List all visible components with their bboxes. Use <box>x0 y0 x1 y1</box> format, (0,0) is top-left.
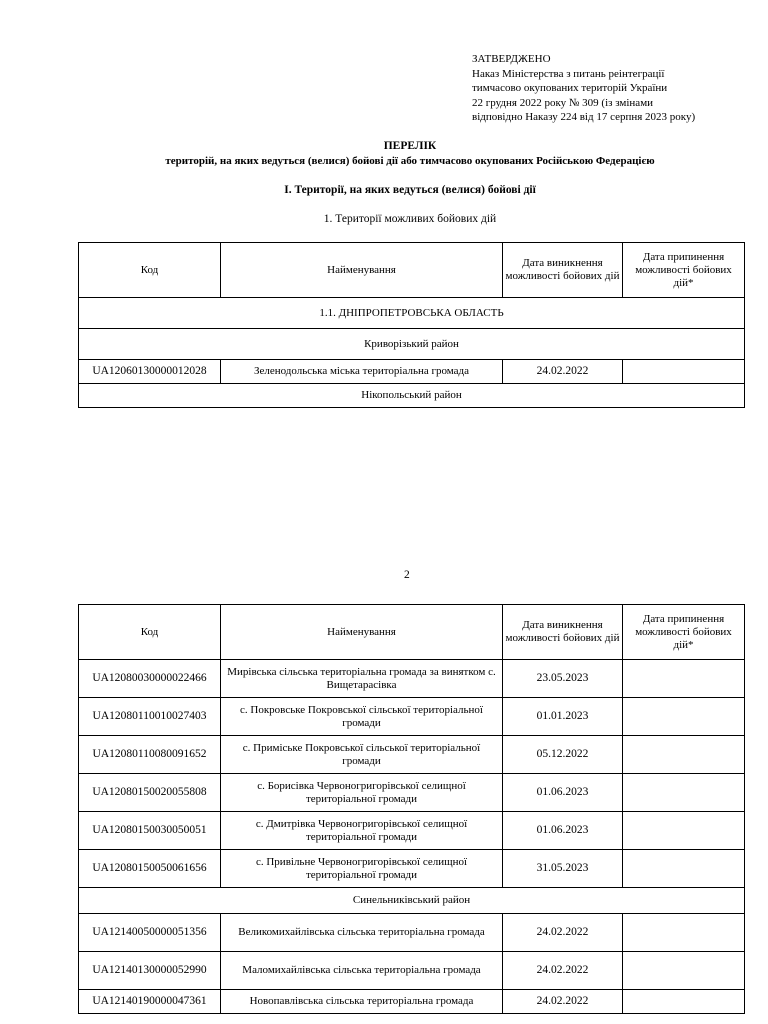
document-subtitle: територій, на яких ведуться (велися) бойові дії або тимчасово окупованих Російською Федерацією <box>165 155 655 167</box>
cell-end-date <box>623 774 745 812</box>
district-row <box>79 888 745 914</box>
cell-start-date: 01.06.2023 <box>503 774 623 812</box>
subsection-heading: 1. Території можливих бойових дій <box>323 213 497 225</box>
cell-code: UA12080150030050051 <box>79 812 221 850</box>
cell-end-date <box>623 952 745 990</box>
cell-start-date: 24.02.2022 <box>503 914 623 952</box>
cell-name: с. Покровське Покровської сільської територіальної громади <box>221 698 503 736</box>
cell-end-date <box>623 914 745 952</box>
table-row <box>79 952 745 990</box>
cell-code: UA12140190000047361 <box>79 990 221 1014</box>
cell-end-date <box>623 812 745 850</box>
approval-line: тимчасово окупованих територій України <box>472 82 668 94</box>
column-header-code: Код <box>79 605 221 660</box>
approval-line: відповідно Наказу 224 від 17 серпня 2023 року) <box>472 111 696 123</box>
cell-code: UA12080110010027403 <box>79 698 221 736</box>
table-row <box>79 360 745 384</box>
approval-line: ЗАТВЕРДЖЕНО <box>472 53 551 65</box>
cell-end-date <box>623 698 745 736</box>
cell-name: Великомихайлівська сільська територіальна громада <box>221 914 503 952</box>
cell-name: с. Борисівка Червоногригорівської селищної територіальної громади <box>221 774 503 812</box>
table-header-row <box>79 243 745 298</box>
territories-table-page-1 <box>78 242 745 408</box>
cell-end-date <box>623 736 745 774</box>
column-header-name: Найменування <box>221 605 503 660</box>
cell-name: Зеленодольська міська територіальна громада <box>221 360 503 384</box>
cell-code: UA12140050000051356 <box>79 914 221 952</box>
table-row <box>79 736 745 774</box>
cell-end-date <box>623 360 745 384</box>
cell-code: UA12060130000012028 <box>79 360 221 384</box>
cell-name: Маломихайлівська сільська територіальна громада <box>221 952 503 990</box>
column-header-name: Найменування <box>221 243 503 298</box>
column-header-end-date: Дата припинення можливості бойових дій* <box>623 243 745 298</box>
district-name: Нікопольський район <box>79 384 745 408</box>
table-row <box>79 774 745 812</box>
cell-code: UA12080150020055808 <box>79 774 221 812</box>
cell-start-date: 01.01.2023 <box>503 698 623 736</box>
district-row <box>79 329 745 360</box>
territories-table-page-2 <box>78 604 745 1014</box>
cell-name: с. Приміське Покровської сільської територіальної громади <box>221 736 503 774</box>
column-header-start-date: Дата виникнення можливості бойових дій <box>503 605 623 660</box>
cell-start-date: 24.02.2022 <box>503 952 623 990</box>
cell-start-date: 24.02.2022 <box>503 990 623 1014</box>
table-row <box>79 698 745 736</box>
cell-start-date: 05.12.2022 <box>503 736 623 774</box>
cell-code: UA12080110080091652 <box>79 736 221 774</box>
column-header-code: Код <box>79 243 221 298</box>
cell-end-date <box>623 660 745 698</box>
table-row <box>79 812 745 850</box>
cell-code: UA12140130000052990 <box>79 952 221 990</box>
approval-block <box>472 52 695 125</box>
table-row <box>79 990 745 1014</box>
region-name: 1.1. ДНІПРОПЕТРОВСЬКА ОБЛАСТЬ <box>79 298 745 329</box>
cell-start-date: 23.05.2023 <box>503 660 623 698</box>
cell-code: UA12080150050061656 <box>79 850 221 888</box>
cell-name: с. Привільне Червоногригорівської селищної територіальної громади <box>221 850 503 888</box>
page-number: 2 <box>404 569 410 581</box>
table-row <box>79 914 745 952</box>
cell-start-date: 01.06.2023 <box>503 812 623 850</box>
district-name: Синельниківський район <box>79 888 745 914</box>
approval-line: 22 грудня 2022 року № 309 (із змінами <box>472 96 654 109</box>
cell-end-date <box>623 850 745 888</box>
cell-name: с. Дмитрівка Червоногригорівської селищної територіальної громади <box>221 812 503 850</box>
table-row <box>79 660 745 698</box>
district-row <box>79 384 745 408</box>
document-title: ПЕРЕЛІК <box>383 140 437 152</box>
cell-name: Новопавлівська сільська територіальна громада <box>221 990 503 1014</box>
district-name: Криворізький район <box>79 329 745 360</box>
cell-code: UA12080030000022466 <box>79 660 221 698</box>
cell-end-date <box>623 990 745 1014</box>
section-heading: І. Території, на яких ведуться (велися) бойові дії <box>284 184 536 196</box>
table-header-row <box>79 605 745 660</box>
cell-name: Мирівська сільська територіальна громада за винятком с. Вищетарасівка <box>221 660 503 698</box>
cell-start-date: 31.05.2023 <box>503 850 623 888</box>
cell-start-date: 24.02.2022 <box>503 360 623 384</box>
column-header-end-date: Дата припинення можливості бойових дій* <box>623 605 745 660</box>
column-header-start-date: Дата виникнення можливості бойових дій <box>503 243 623 298</box>
table-row <box>79 850 745 888</box>
approval-line: Наказ Міністерства з питань реінтеграції <box>472 67 665 80</box>
region-row <box>79 298 745 329</box>
